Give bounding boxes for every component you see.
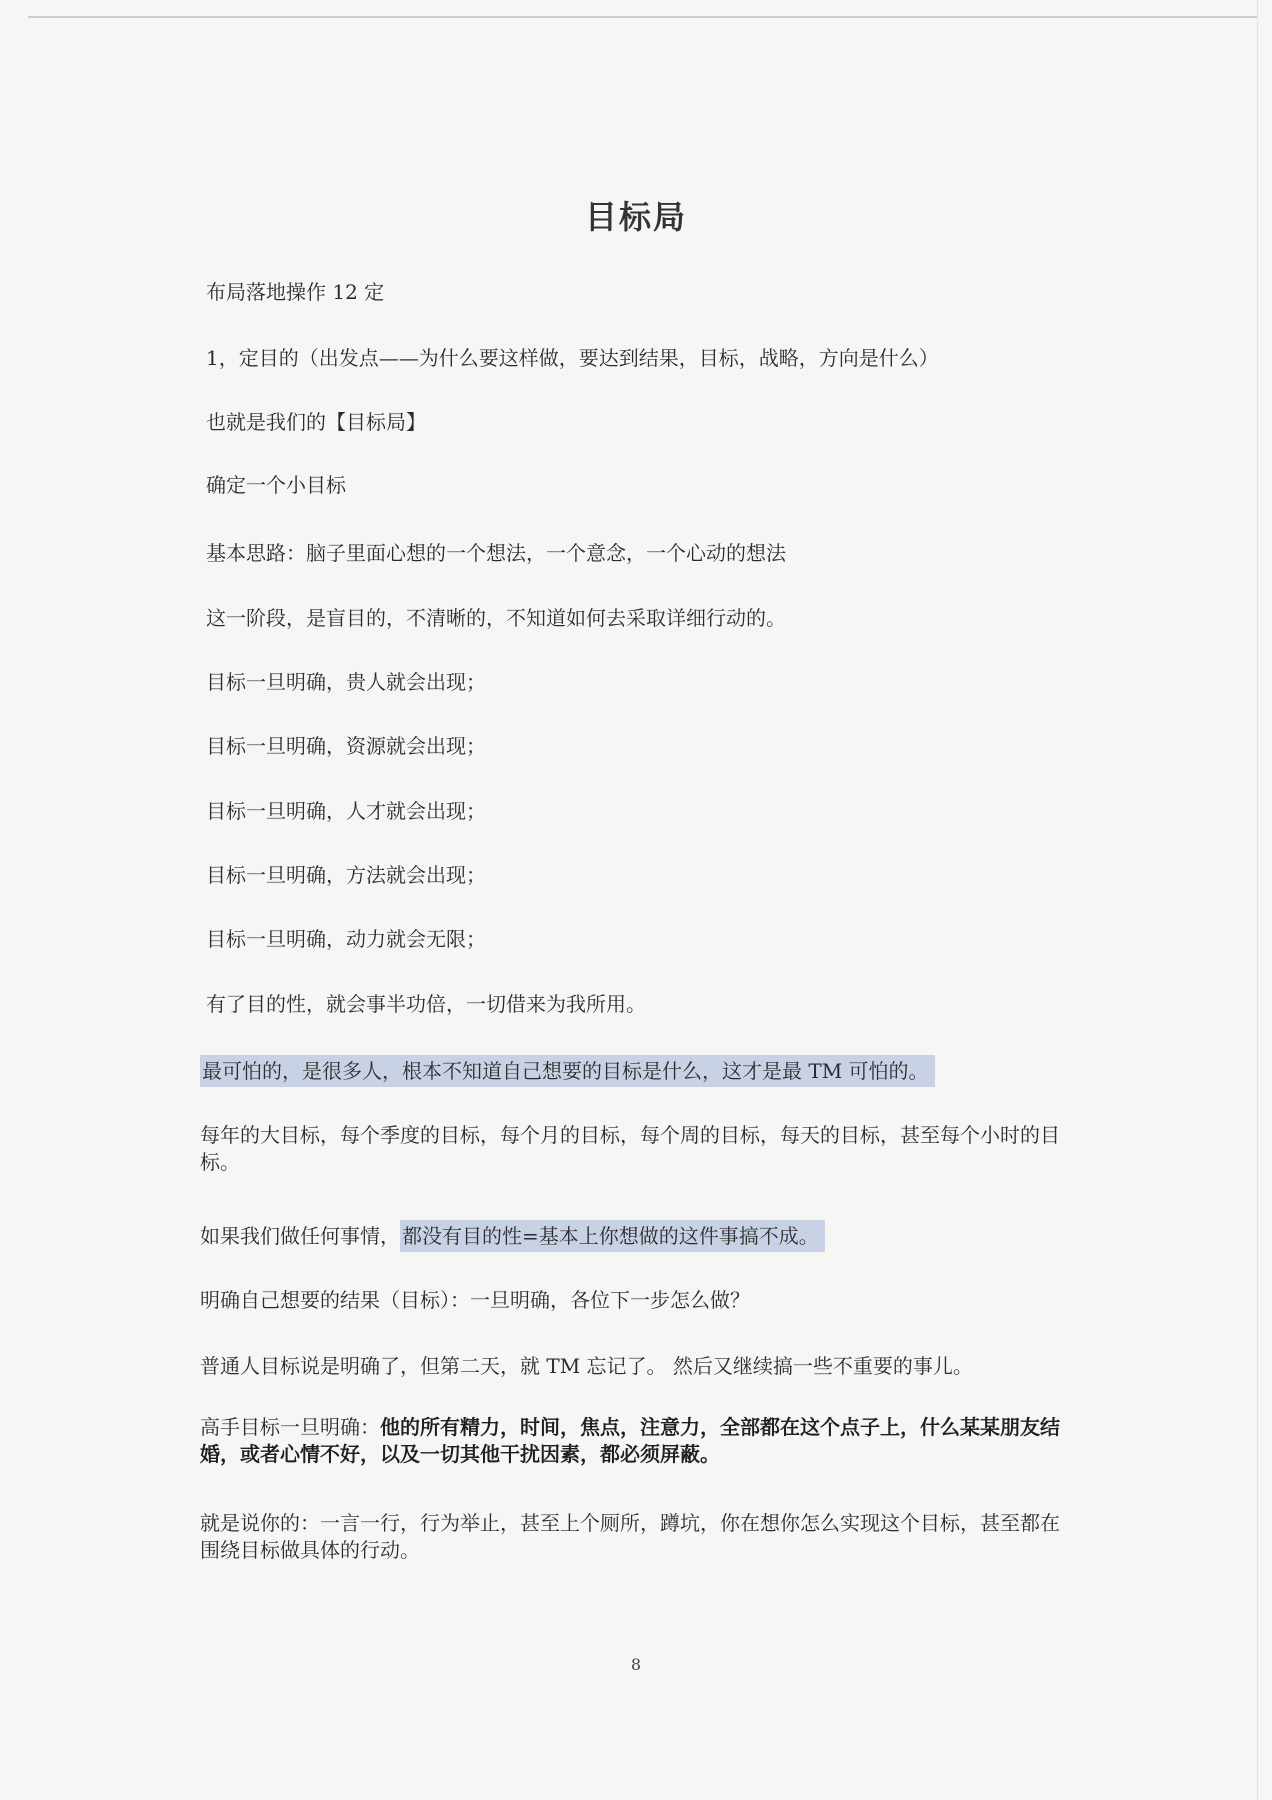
text-line-purposeful: 有了目的性，就会事半功倍，一切借来为我所用。 bbox=[206, 992, 646, 1016]
text-line-power: 目标一旦明确，动力就会无限； bbox=[206, 927, 486, 951]
text-line-noble: 目标一旦明确，贵人就会出现； bbox=[206, 670, 486, 694]
text-line-method: 目标一旦明确，方法就会出现； bbox=[206, 863, 486, 887]
paragraph-yearly-goals: 每年的大目标，每个季度的目标，每个月的目标，每个周的目标，每天的目标，甚至每个小时的目标。 bbox=[200, 1123, 1060, 1174]
paragraph-master-plain: 高手目标一旦明确： bbox=[200, 1415, 380, 1439]
page-edge bbox=[1257, 0, 1258, 1800]
highlighted-line bbox=[200, 1059, 935, 1083]
paragraph-master bbox=[200, 1414, 1070, 1468]
paragraph-if bbox=[200, 1224, 825, 1248]
top-scan-rule bbox=[28, 16, 1258, 18]
subtitle: 布局落地操作 12 定 bbox=[206, 280, 385, 304]
text-line-talent: 目标一旦明确，人才就会出现； bbox=[206, 799, 486, 823]
text-line-stage: 这一阶段，是盲目的，不清晰的，不知道如何去采取详细行动的。 bbox=[206, 606, 786, 630]
text-line-ordinary-people: 普通人目标说是明确了，但第二天，就 TM 忘记了。 然后又继续搞一些不重要的事儿。 bbox=[200, 1354, 973, 1378]
text-line-resources: 目标一旦明确，资源就会出现； bbox=[206, 734, 486, 758]
page-number: 8 bbox=[630, 1655, 642, 1674]
paragraph-every-word: 就是说你的：一言一行，行为举止，甚至上个厕所，蹲坑，你在想你怎么实现这个目标，甚至都在围绕目标做具体的行动。 bbox=[200, 1511, 1060, 1562]
paragraph-master-bold: 他的所有精力，时间，焦点，注意力，全部都在这个点子上，什么某某朋友结婚，或者心情不好，以及一切其他干扰因素，都必须屏蔽。 bbox=[200, 1415, 1060, 1466]
text-line-small-goal: 确定一个小目标 bbox=[206, 473, 346, 497]
text-line-basic-idea: 基本思路：脑子里面心想的一个想法，一个意念，一个心动的想法 bbox=[206, 541, 786, 565]
paragraph-if-plain: 如果我们做任何事情， bbox=[200, 1224, 400, 1248]
paragraph-if-highlight: 都没有目的性=基本上你想做的这件事搞不成。 bbox=[400, 1220, 825, 1252]
page-title: 目标局 bbox=[584, 198, 687, 236]
text-line-goal-bureau: 也就是我们的【目标局】 bbox=[206, 410, 426, 434]
highlight-marker: 最可怕的，是很多人，根本不知道自己想要的目标是什么，这才是最 TM 可怕的。 bbox=[200, 1055, 935, 1087]
text-line-purpose: 1，定目的（出发点——为什么要这样做，要达到结果，目标，战略，方向是什么） bbox=[206, 346, 939, 370]
text-line-clear-result: 明确自己想要的结果（目标）：一旦明确，各位下一步怎么做？ bbox=[200, 1288, 750, 1312]
